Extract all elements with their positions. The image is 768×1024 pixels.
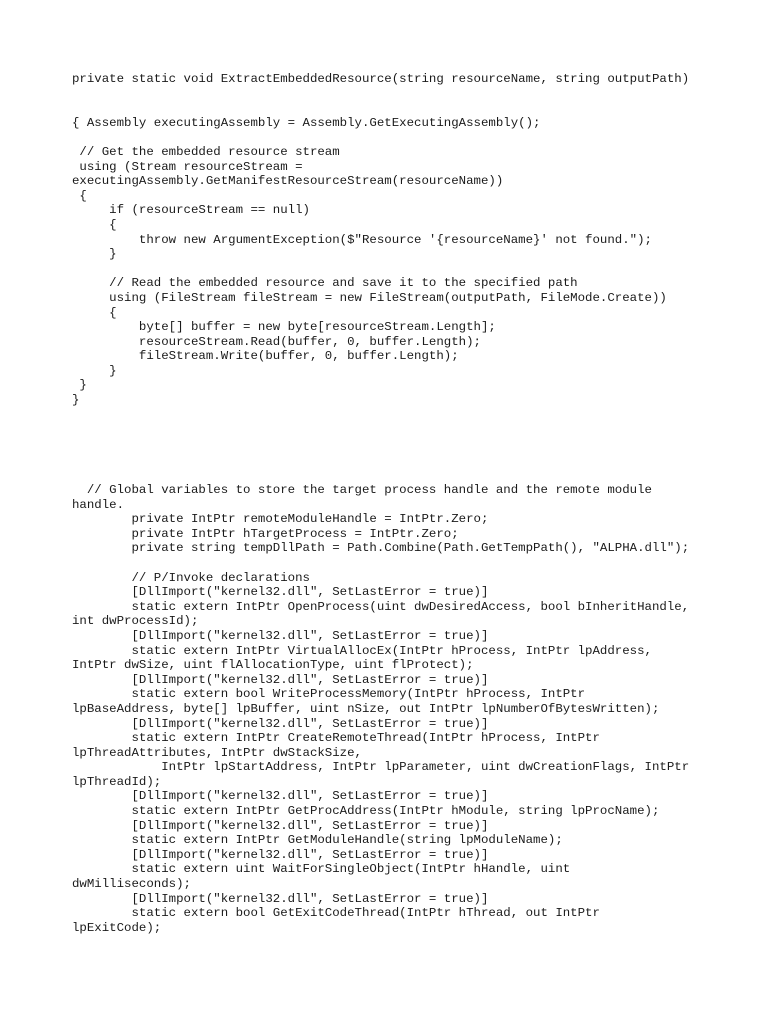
code-line: static extern bool WriteProcessMemory(IntPtr hProcess, IntPtr: [72, 687, 586, 702]
code-line: static extern IntPtr GetModuleHandle(string lpModuleName);: [72, 833, 563, 848]
code-line: lpThreadId);: [72, 774, 162, 789]
code-line: lpBaseAddress, byte[] lpBuffer, uint nSize, out IntPtr lpNumberOfBytesWritten);: [72, 701, 660, 716]
code-line: private IntPtr hTargetProcess = IntPtr.Zero;: [72, 526, 459, 541]
code-line: dwMilliseconds);: [72, 877, 191, 892]
code-line: using (Stream resourceStream =: [72, 159, 303, 174]
code-line: // Read the embedded resource and save it to the specified path: [72, 276, 578, 291]
code-line: [72, 87, 689, 102]
code-line: int dwProcessId);: [72, 614, 199, 629]
code-line: handle.: [72, 497, 125, 512]
code-line: private IntPtr remoteModuleHandle = IntPtr.Zero;: [72, 512, 489, 527]
code-line: static extern IntPtr OpenProcess(uint dwDesiredAccess, bool bInheritHandle,: [72, 599, 690, 614]
code-line: // Global variables to store the target process handle and the remote module: [72, 483, 652, 497]
code-line: }: [72, 363, 117, 378]
code-line: [DllImport("kernel32.dll", SetLastError = true)]: [72, 628, 489, 643]
code-line: fileStream.Write(buffer, 0, buffer.Length);: [72, 349, 459, 364]
code-line: resourceStream.Read(buffer, 0, buffer.Length);: [72, 334, 481, 349]
code-line: static extern IntPtr VirtualAllocEx(IntPtr hProcess, IntPtr lpAddress,: [72, 643, 652, 658]
code-line: private string tempDllPath = Path.Combine(Path.GetTempPath(), "ALPHA.dll");: [72, 541, 690, 556]
code-line: [DllImport("kernel32.dll", SetLastError = true)]: [72, 672, 489, 687]
code-line: [DllImport("kernel32.dll", SetLastError = true)]: [72, 716, 489, 731]
code-line: lpExitCode);: [72, 920, 162, 935]
code-line: byte[] buffer = new byte[resourceStream.Length];: [72, 320, 496, 335]
code-line: static extern bool GetExitCodeThread(IntPtr hThread, out IntPtr: [72, 906, 600, 921]
code-line: [DllImport("kernel32.dll", SetLastError = true)]: [72, 818, 489, 833]
code-line: }: [72, 378, 87, 393]
code-line: [72, 101, 689, 116]
code-line: }: [72, 393, 80, 408]
code-line: static extern IntPtr GetProcAddress(IntPtr hModule, string lpProcName);: [72, 804, 660, 819]
code-line: [72, 262, 689, 277]
code-line: {: [72, 305, 117, 320]
code-line: [DllImport("kernel32.dll", SetLastError = true)]: [72, 847, 489, 862]
code-line: private static void ExtractEmbeddedResource(string resourceName, string outputPath): [72, 72, 690, 86]
code-line: // Get the embedded resource stream: [72, 144, 340, 159]
code-line: if (resourceStream == null): [72, 203, 310, 218]
code-line: using (FileStream fileStream = new FileStream(outputPath, FileMode.Create)): [72, 290, 667, 305]
code-line: IntPtr dwSize, uint flAllocationType, uint flProtect);: [72, 658, 474, 673]
code-line: throw new ArgumentException($"Resource '{resourceName}' not found.");: [72, 232, 652, 247]
code-line: // P/Invoke declarations: [72, 570, 310, 585]
code-line: {: [72, 188, 87, 203]
code-block-extract-resource: [72, 72, 689, 408]
code-line: [DllImport("kernel32.dll", SetLastError = true)]: [72, 891, 489, 906]
code-line: lpThreadAttributes, IntPtr dwStackSize,: [72, 745, 362, 760]
code-line: }: [72, 247, 117, 262]
code-line: [72, 556, 689, 571]
code-line: { Assembly executingAssembly = Assembly.GetExecutingAssembly();: [72, 115, 541, 130]
code-line: [DllImport("kernel32.dll", SetLastError = true)]: [72, 585, 489, 600]
code-line: {: [72, 217, 117, 232]
code-block-pinvoke-declarations: [72, 483, 689, 935]
code-line: IntPtr lpStartAddress, IntPtr lpParameter, uint dwCreationFlags, IntPtr: [72, 760, 690, 775]
code-line: static extern IntPtr CreateRemoteThread(IntPtr hProcess, IntPtr: [72, 731, 600, 746]
code-line: executingAssembly.GetManifestResourceStream(resourceName)): [72, 174, 504, 189]
code-line: [72, 130, 689, 145]
code-line: [DllImport("kernel32.dll", SetLastError = true)]: [72, 789, 489, 804]
code-line: static extern uint WaitForSingleObject(IntPtr hHandle, uint: [72, 862, 571, 877]
